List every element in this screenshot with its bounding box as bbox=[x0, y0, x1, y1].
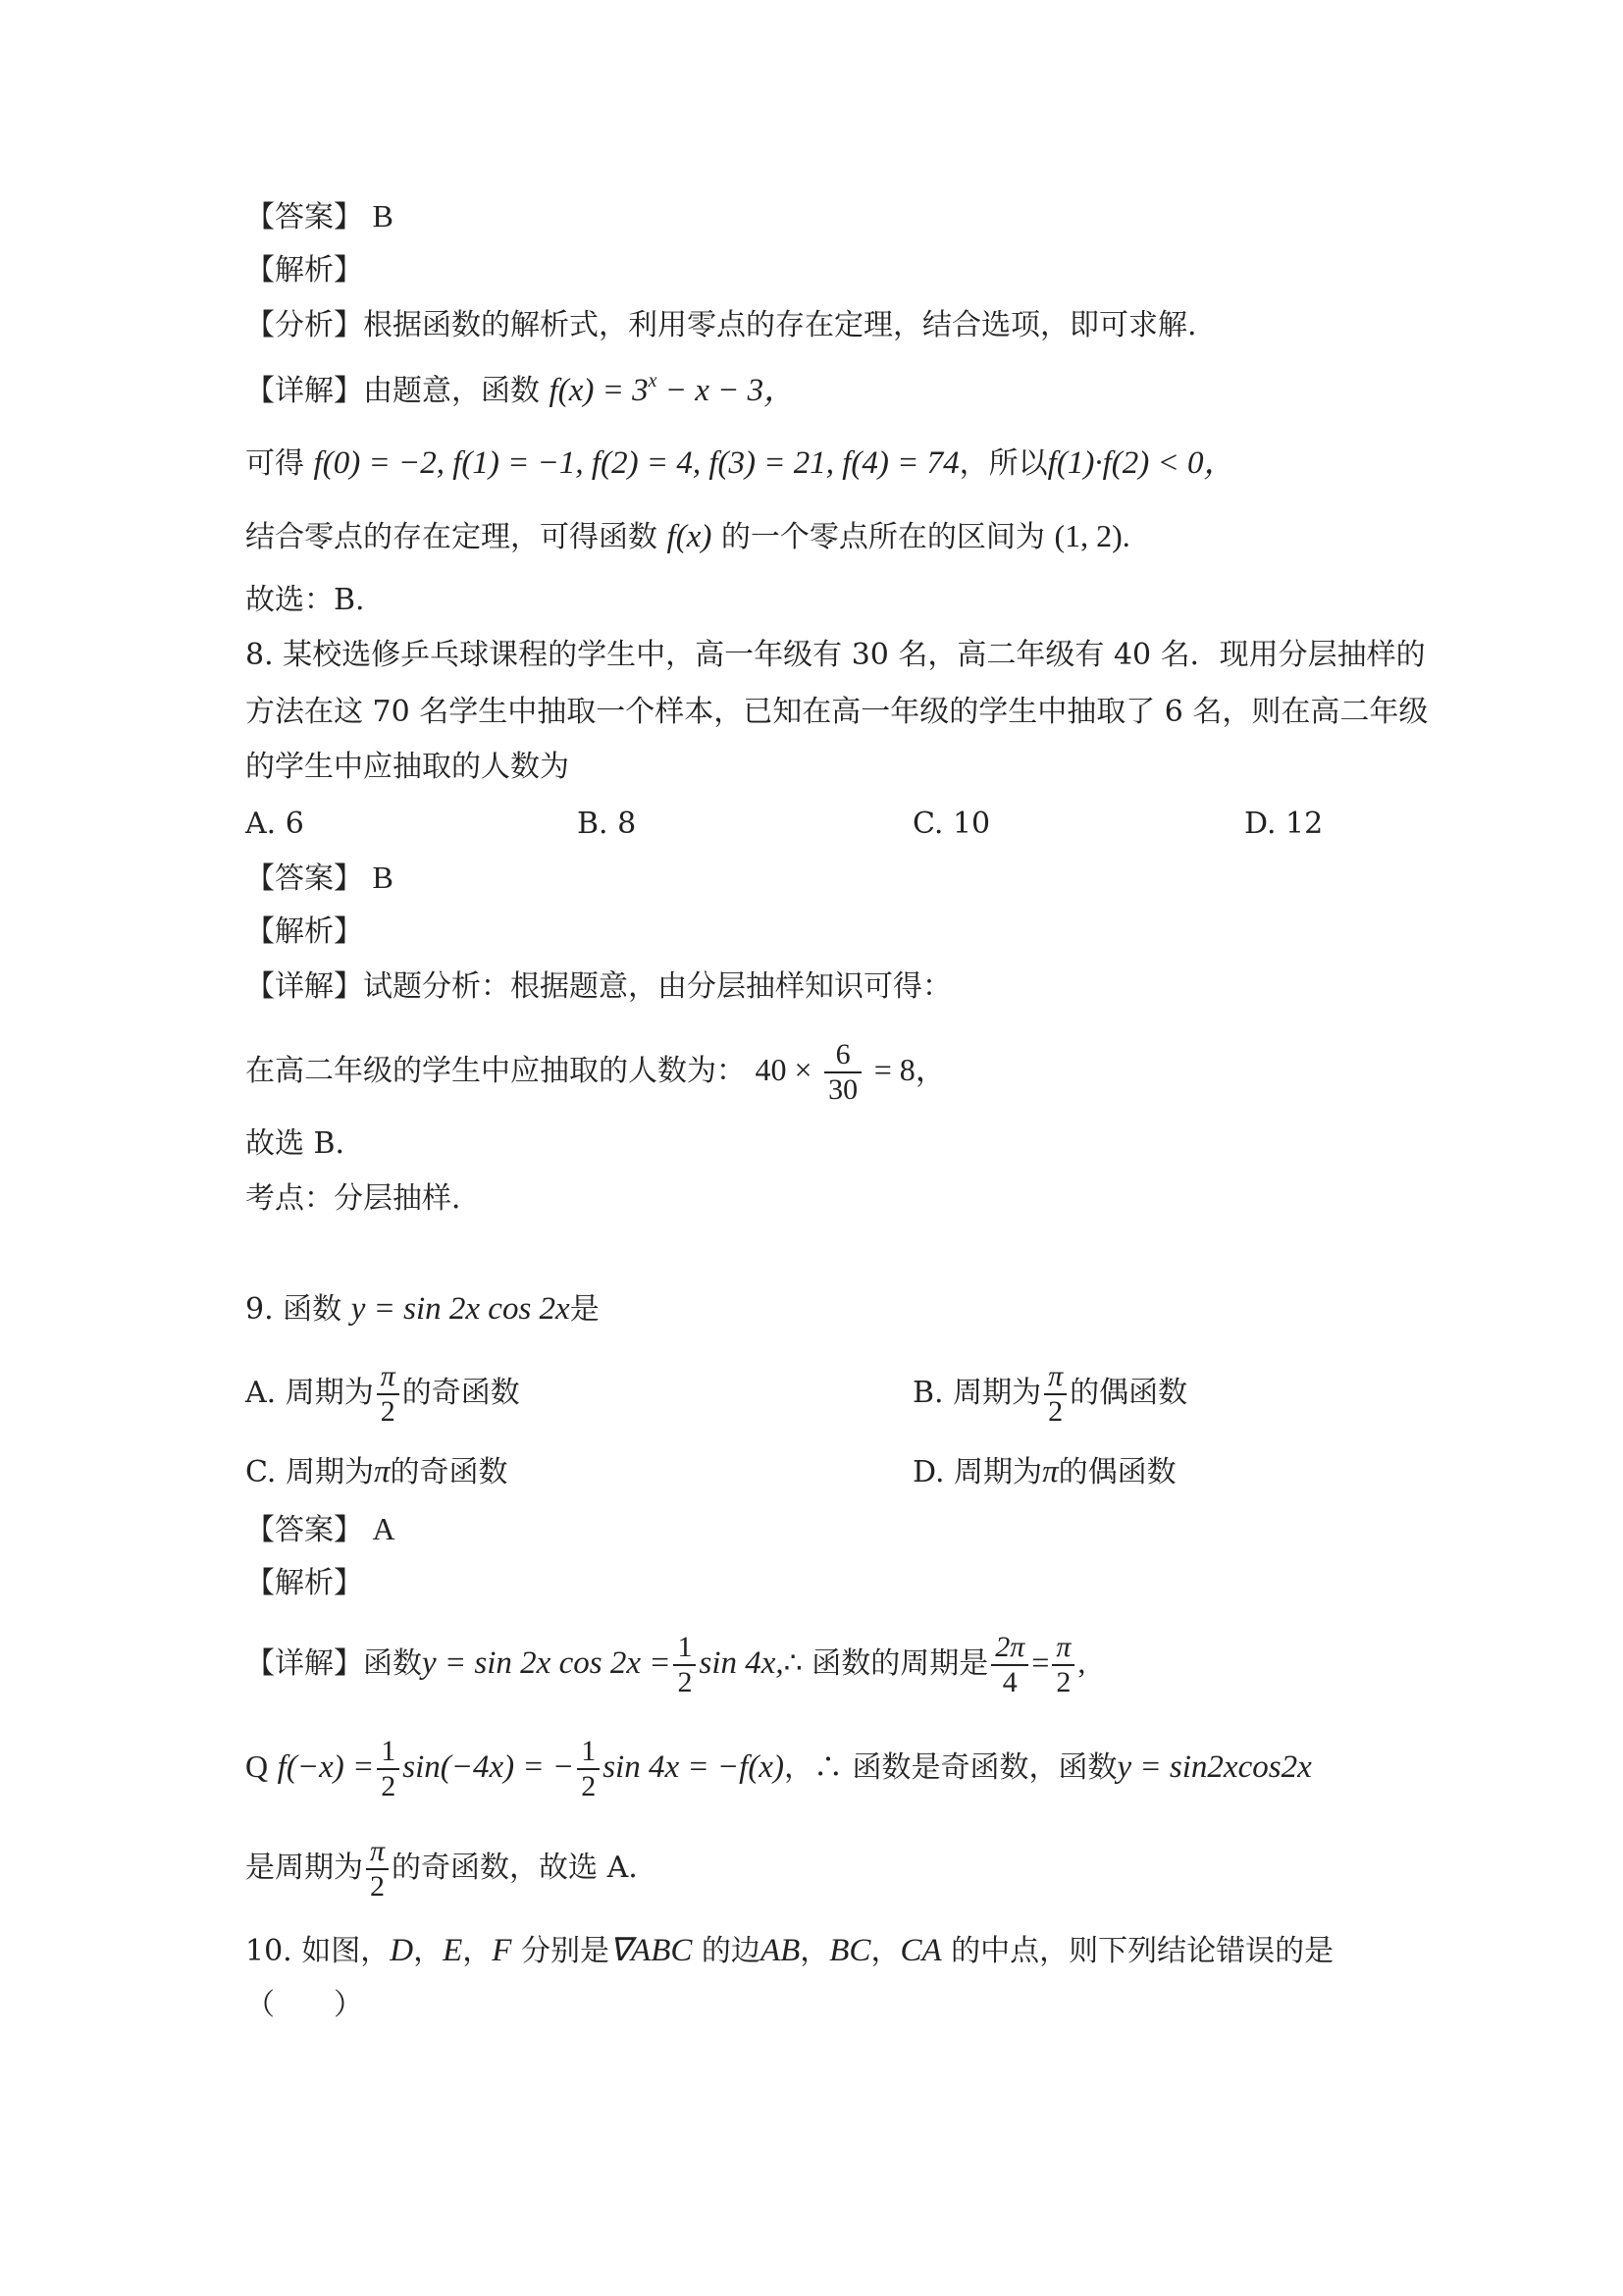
q9-option-c-label: C. 周期为 bbox=[245, 1455, 374, 1489]
q9-option-b-numerator: π bbox=[1048, 1360, 1064, 1392]
q10-paren-line bbox=[245, 1986, 363, 2025]
q10-point-d: D bbox=[390, 1933, 414, 1968]
detail-line bbox=[245, 371, 796, 414]
q10-answer-paren: （ ） bbox=[245, 1988, 363, 2022]
q8-analysis-tag: 【解析】 bbox=[245, 914, 363, 949]
q9-stem-suffix: 是 bbox=[569, 1292, 600, 1327]
q10-sep-2: ， bbox=[462, 1934, 493, 1968]
q8-option-a-text: A. 6 bbox=[245, 807, 304, 841]
q8-point-text: 考点：分层抽样． bbox=[245, 1181, 481, 1216]
q9-d2-result: sin 4x = −f(x) bbox=[602, 1749, 784, 1785]
q8-calc-line bbox=[245, 1030, 947, 1111]
q9-d1-f1-num: 1 bbox=[673, 1631, 696, 1666]
q9-d2-sin-neg: sin(−4x) = − bbox=[402, 1749, 575, 1785]
values-line bbox=[245, 444, 1235, 484]
q8-option-b bbox=[577, 805, 636, 844]
q10-sep-4: ， bbox=[870, 1934, 901, 1968]
q9-d2-f1-den: 2 bbox=[381, 1770, 396, 1802]
q9-option-d-label: D. 周期为 bbox=[913, 1455, 1043, 1489]
q9-d3-f-den: 2 bbox=[370, 1870, 386, 1903]
q8-option-d-text: D. 12 bbox=[1244, 807, 1324, 841]
analysis-tag: 【解析】 bbox=[245, 253, 363, 287]
q8-answer-line bbox=[245, 858, 393, 899]
q8-option-b-text: B. 8 bbox=[577, 807, 637, 841]
q9-d2-f1-num: 1 bbox=[377, 1735, 399, 1770]
q8-detail-line bbox=[245, 967, 952, 1007]
conclusion-mid: 的一个零点所在的区间为 bbox=[720, 520, 1045, 554]
q9-d1-f2-den: 4 bbox=[1002, 1666, 1018, 1698]
fenxi-text: 根据函数的解析式，利用零点的存在定理，结合选项，即可求解. bbox=[363, 308, 1197, 342]
q8-choice-text: 故选 B． bbox=[245, 1126, 365, 1161]
q9-d1-fraction-1 bbox=[673, 1631, 696, 1699]
function-exponent: x bbox=[648, 370, 657, 391]
q8-calc-right: = 8， bbox=[873, 1052, 947, 1087]
q10-prefix: 10. 如图， bbox=[245, 1934, 391, 1968]
q9-d2-fraction-1 bbox=[377, 1735, 399, 1803]
q9-analysis-line bbox=[245, 1564, 363, 1603]
answer-line bbox=[245, 196, 393, 237]
q9-option-d-tail: 的偶函数 bbox=[1058, 1455, 1177, 1489]
q9-option-d-symbol: π bbox=[1042, 1454, 1059, 1489]
q8-fraction-numerator: 6 bbox=[824, 1038, 862, 1073]
q9-answer-line bbox=[245, 1509, 395, 1550]
q9-d1-equals: = bbox=[1031, 1644, 1050, 1680]
q9-d1-a: 函数 bbox=[363, 1646, 422, 1681]
q8-fraction bbox=[824, 1038, 862, 1107]
q8-stem-line-1 bbox=[245, 636, 1426, 675]
q9-option-c bbox=[245, 1452, 508, 1492]
q9-option-b-label: B. 周期为 bbox=[913, 1376, 1042, 1410]
function-expression-rest: − x − 3， bbox=[656, 373, 797, 408]
q9-d2-f2-num: 1 bbox=[577, 1735, 600, 1770]
detail-intro: 由题意，函数 bbox=[363, 374, 540, 408]
q9-d1-f2-num: 2π bbox=[995, 1631, 1025, 1663]
q9-detail-tag: 【详解】 bbox=[245, 1646, 363, 1681]
q10-sep-1: ， bbox=[413, 1934, 444, 1968]
q9-analysis-tag: 【解析】 bbox=[245, 1566, 363, 1600]
answer-tag: 【答案】 bbox=[245, 200, 363, 235]
q9-d1-comma: , bbox=[1077, 1644, 1086, 1680]
conclusion-function: f(x) bbox=[666, 519, 712, 554]
conclusion-interval: (1, 2). bbox=[1054, 518, 1130, 553]
q9-d3-prefix: 是周期为 bbox=[245, 1851, 363, 1885]
q9-option-a-tail: 的奇函数 bbox=[401, 1376, 520, 1410]
q9-option-c-tail: 的奇函数 bbox=[390, 1455, 508, 1489]
q8-choice-line bbox=[245, 1124, 365, 1164]
q8-calc-prefix: 在高二年级的学生中应抽取的人数为： bbox=[245, 1054, 746, 1088]
detail-tag: 【详解】 bbox=[245, 374, 363, 408]
q8-answer-value: B bbox=[372, 860, 393, 895]
q9-d2-text: ，∴ 函数是奇函数，函数 bbox=[783, 1750, 1118, 1785]
q9-d2-fraction-2 bbox=[577, 1735, 600, 1803]
q9-option-c-symbol: π bbox=[373, 1454, 391, 1489]
choice-text: 故选：B. bbox=[245, 583, 365, 617]
q9-d1-f3-num: π bbox=[1056, 1631, 1072, 1663]
q10-point-e: E bbox=[443, 1933, 463, 1968]
values-inequality: f(1)·f(2) < 0， bbox=[1047, 445, 1236, 481]
q8-calc-left: 40 × bbox=[755, 1052, 812, 1087]
q9-d1-sin: sin 4x, bbox=[699, 1645, 784, 1681]
q9-option-b-tail: 的偶函数 bbox=[1070, 1376, 1188, 1410]
q9-option-b-denominator: 2 bbox=[1048, 1395, 1064, 1428]
q10-mid-2: 的边 bbox=[692, 1934, 760, 1968]
q9-detail-line-2 bbox=[245, 1727, 1312, 1807]
q9-d3-suffix: 的奇函数，故选 A. bbox=[392, 1851, 638, 1885]
q9-option-a-numerator: π bbox=[380, 1360, 395, 1392]
conclusion-prefix: 结合零点的存在定理，可得函数 bbox=[245, 520, 657, 554]
q9-option-a-denominator: 2 bbox=[380, 1395, 395, 1428]
q8-line3-text: 的学生中应抽取的人数为 bbox=[245, 750, 569, 784]
q8-analysis-line bbox=[245, 913, 363, 952]
q10-mid: 分别是 bbox=[511, 1934, 609, 1968]
fenxi-line bbox=[245, 306, 1197, 345]
q10-side-bc: BC bbox=[829, 1933, 871, 1968]
q10-triangle: ∇ABC bbox=[608, 1933, 693, 1968]
q9-option-b-fraction bbox=[1044, 1360, 1067, 1429]
q10-side-ca: CA bbox=[900, 1933, 942, 1968]
q9-d1-f1-den: 2 bbox=[677, 1666, 693, 1698]
q8-answer-tag: 【答案】 bbox=[245, 861, 363, 896]
q9-stem-expression: y = sin 2x cos 2x bbox=[350, 1291, 570, 1327]
fenxi-tag: 【分析】 bbox=[245, 308, 363, 342]
q9-d2-f2-den: 2 bbox=[581, 1770, 597, 1802]
q8-option-d bbox=[1244, 805, 1323, 844]
conclusion-line bbox=[245, 516, 1130, 557]
q9-answer-value: A bbox=[372, 1511, 395, 1546]
q9-d1-fraction-3 bbox=[1052, 1631, 1074, 1699]
q9-detail-line-1 bbox=[245, 1623, 1085, 1703]
q9-stem-line bbox=[245, 1289, 600, 1330]
q9-d1-therefore: ∴ 函数的周期是 bbox=[783, 1646, 989, 1681]
q8-line1-text: 8. 某校选修乒乓球课程的学生中，高一年级有 30 名，高二年级有 40 名．现用分层抽样的 bbox=[245, 638, 1426, 672]
q9-stem-prefix: 9. 函数 bbox=[245, 1292, 342, 1327]
q8-fraction-denominator: 30 bbox=[828, 1073, 859, 1106]
values-expression: f(0) = −2, f(1) = −1, f(2) = 4, f(3) = 21, f(4) = 74 bbox=[313, 445, 960, 481]
q9-d2-because: Q bbox=[245, 1748, 269, 1784]
q8-detail-tag: 【详解】 bbox=[245, 969, 363, 1004]
q8-stem-line-3 bbox=[245, 748, 569, 787]
q8-point-line bbox=[245, 1179, 481, 1219]
q9-d3-fraction bbox=[366, 1835, 389, 1904]
q9-option-b bbox=[913, 1354, 1187, 1433]
q8-line2-text: 方法在这 70 名学生中抽取一个样本，已知在高一年级的学生中抽取了 6 名，则在高二年级 bbox=[245, 695, 1429, 729]
q8-option-a bbox=[245, 805, 304, 844]
analysis-line bbox=[245, 251, 363, 290]
q8-stem-line-2 bbox=[245, 693, 1428, 732]
q9-detail-line-3 bbox=[245, 1829, 638, 1907]
q9-d3-f-num: π bbox=[370, 1835, 386, 1867]
q9-d2-expression: f(−x) = bbox=[277, 1749, 375, 1785]
q9-d2-function: y = sin2xcos2x bbox=[1117, 1749, 1312, 1785]
q9-option-a bbox=[245, 1354, 520, 1433]
q10-sep-3: ， bbox=[800, 1934, 830, 1968]
choice-line bbox=[245, 581, 365, 620]
q9-option-d bbox=[913, 1452, 1177, 1492]
function-expression: f(x) = 3 bbox=[549, 373, 649, 408]
values-prefix: 可得 bbox=[245, 446, 304, 481]
q9-answer-tag: 【答案】 bbox=[245, 1513, 363, 1547]
q8-option-c bbox=[913, 805, 990, 844]
q10-point-f: F bbox=[492, 1933, 512, 1968]
q8-option-c-text: C. 10 bbox=[913, 807, 991, 841]
q10-stem-line bbox=[245, 1931, 1334, 1971]
q10-side-ab: AB bbox=[759, 1933, 801, 1968]
q9-option-a-label: A. 周期为 bbox=[245, 1376, 374, 1410]
q9-d1-f3-den: 2 bbox=[1056, 1666, 1072, 1698]
answer-value: B bbox=[372, 198, 393, 234]
q9-d1-fraction-2 bbox=[991, 1631, 1028, 1699]
q8-detail-text: 试题分析：根据题意，由分层抽样知识可得： bbox=[363, 969, 952, 1004]
q9-d1-expression: y = sin 2x cos 2x = bbox=[422, 1645, 671, 1681]
values-mid: ，所以 bbox=[959, 446, 1048, 481]
q9-option-a-fraction bbox=[377, 1360, 399, 1429]
q10-tail: 的中点，则下列结论错误的是 bbox=[941, 1934, 1335, 1968]
